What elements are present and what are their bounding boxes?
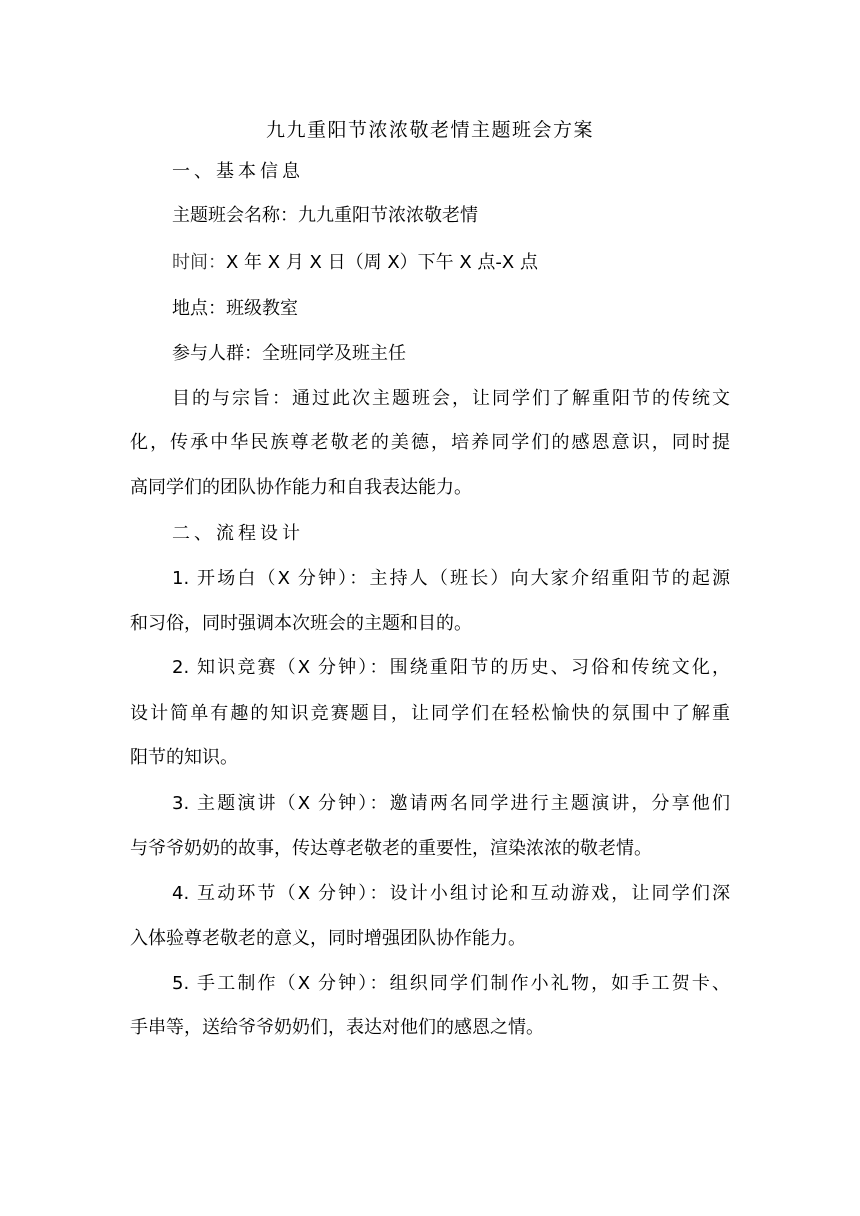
step-3-line-2: 与爷爷奶奶的故事，传达尊老敬老的重要性，渲染浓浓的敬老情。 xyxy=(130,838,652,859)
info-purpose-line-3: 高同学们的团队协作能力和自我表达能力。 xyxy=(130,477,472,498)
step-1-line-1: 1. 开场白（X 分钟）：主持人（班长）向大家介绍重阳节的起源 xyxy=(172,568,730,589)
step-2-line-3: 阳节的知识。 xyxy=(130,747,238,768)
section-heading-process: 二、流程设计 xyxy=(172,523,304,544)
info-place: 地点：班级教室 xyxy=(172,298,298,319)
info-meeting-name: 主题班会名称：九九重阳节浓浓敬老情 xyxy=(172,205,478,226)
step-5-line-1: 5. 手工制作（X 分钟）：组织同学们制作小礼物，如手工贺卡、 xyxy=(172,973,730,994)
step-1-line-2: 和习俗，同时强调本次班会的主题和目的。 xyxy=(130,613,472,634)
info-participants: 参与人群：全班同学及班主任 xyxy=(172,343,406,364)
info-purpose-line-1: 目的与宗旨：通过此次主题班会，让同学们了解重阳节的传统文 xyxy=(172,388,730,409)
step-2-line-2: 设计简单有趣的知识竞赛题目，让同学们在轻松愉快的氛围中了解重 xyxy=(130,703,730,724)
step-4-line-1: 4. 互动环节（X 分钟）：设计小组讨论和互动游戏，让同学们深 xyxy=(172,883,730,904)
info-time xyxy=(172,249,538,277)
document-title: 九九重阳节浓浓敬老情主题班会方案 xyxy=(265,119,594,141)
step-4-line-2: 入体验尊老敬老的意义，同时增强团队协作能力。 xyxy=(130,928,526,949)
info-time-label: 时间： xyxy=(172,252,226,273)
info-purpose-line-2: 化，传承中华民族尊老敬老的美德，培养同学们的感恩意识，同时提 xyxy=(130,432,730,453)
step-3-line-1: 3. 主题演讲（X 分钟）：邀请两名同学进行主题演讲，分享他们 xyxy=(172,793,730,814)
info-time-value: X 年 X 月 X 日（周 X）下午 X 点-X 点 xyxy=(226,252,538,273)
step-5-line-2: 手串等，送给爷爷奶奶们，表达对他们的感恩之情。 xyxy=(130,1017,544,1038)
step-2-line-1: 2. 知识竞赛（X 分钟）：围绕重阳节的历史、习俗和传统文化， xyxy=(172,657,730,678)
section-heading-basic-info: 一、基本信息 xyxy=(172,161,304,182)
